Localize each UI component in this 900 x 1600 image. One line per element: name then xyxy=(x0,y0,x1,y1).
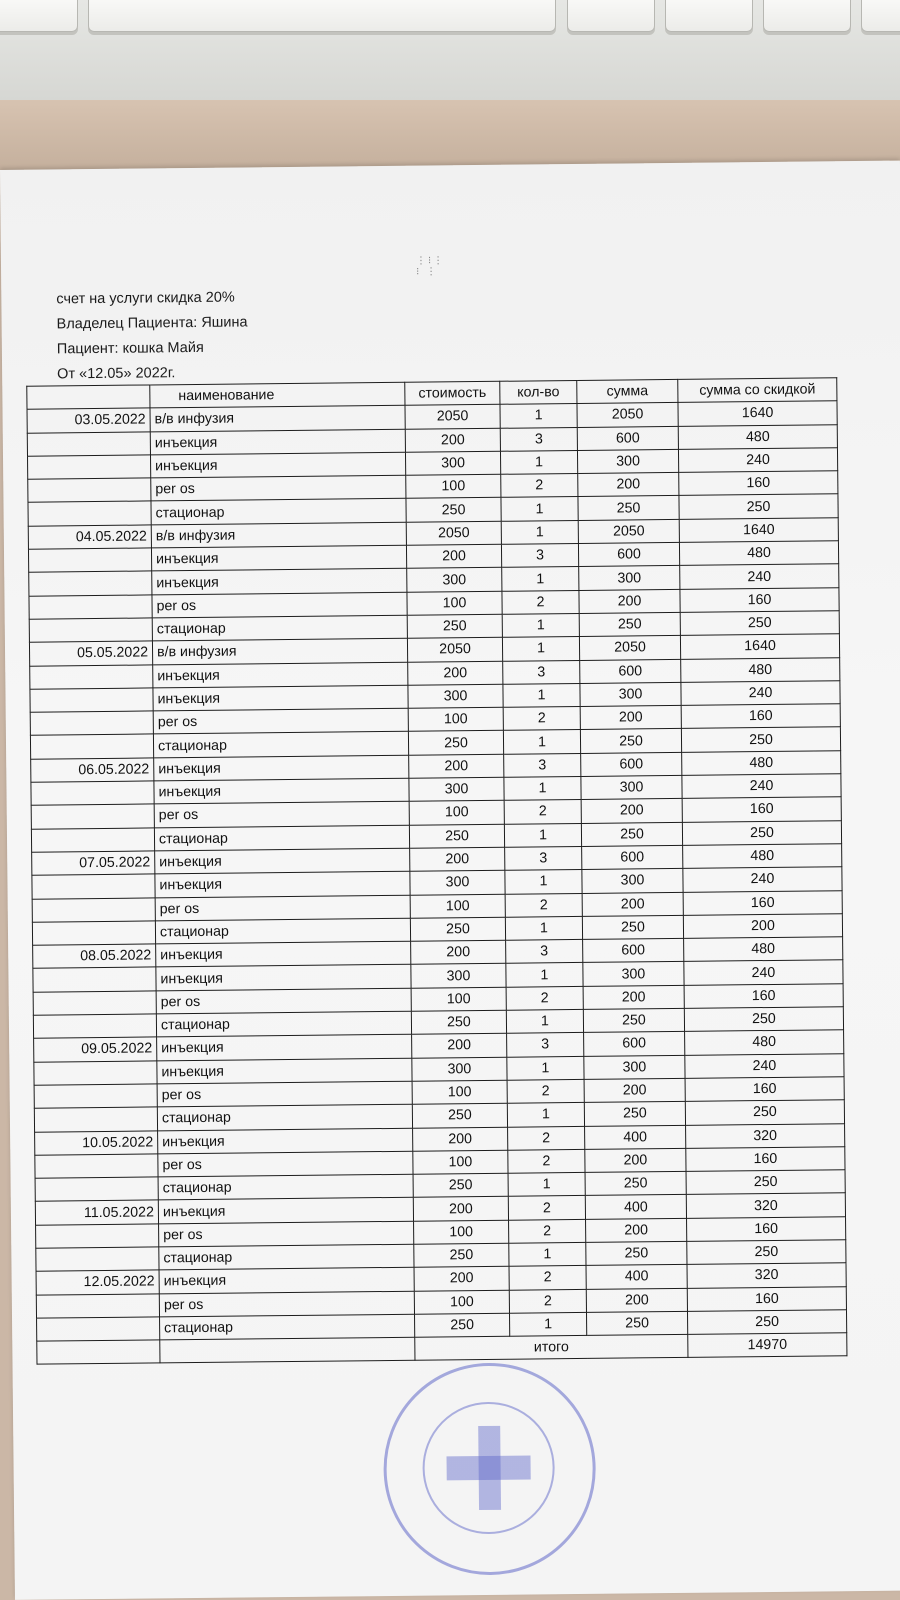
invoice-title: счет на услуги скидка 20% xyxy=(56,289,235,308)
row-sum: 400 xyxy=(586,1265,687,1289)
keyboard-key xyxy=(0,0,78,32)
row-qty: 2 xyxy=(505,893,582,917)
column-header-name: наименование xyxy=(150,382,405,408)
row-date xyxy=(33,1014,156,1039)
row-date xyxy=(27,455,150,480)
row-service-name: инъекция xyxy=(154,755,409,781)
row-sum: 300 xyxy=(581,775,682,799)
row-discount-sum: 160 xyxy=(680,587,839,612)
row-service-name: в/в инфузия xyxy=(151,522,406,548)
row-service-name: стационар xyxy=(155,918,410,944)
total-label: итого xyxy=(415,1335,688,1361)
row-discount-sum: 160 xyxy=(681,704,840,729)
keyboard-key xyxy=(567,0,655,32)
row-date: 10.05.2022 xyxy=(35,1130,158,1155)
row-price: 200 xyxy=(414,1267,509,1291)
row-price: 100 xyxy=(407,591,502,615)
row-discount-sum: 1640 xyxy=(680,634,839,659)
row-date xyxy=(30,734,153,759)
row-service-name: per os xyxy=(153,708,408,734)
row-sum: 400 xyxy=(585,1195,686,1219)
row-qty: 3 xyxy=(504,753,581,777)
column-header-qty: кол-во xyxy=(500,380,577,404)
row-price: 2050 xyxy=(407,638,502,662)
row-date xyxy=(29,595,152,620)
row-qty: 1 xyxy=(507,1056,584,1080)
keyboard-background xyxy=(0,0,900,103)
row-service-name: стационар xyxy=(159,1244,414,1270)
row-price: 2050 xyxy=(406,521,501,545)
row-sum: 250 xyxy=(586,1311,687,1335)
row-discount-sum: 160 xyxy=(685,1077,844,1102)
row-service-name: в/в инфузия xyxy=(152,639,407,665)
row-qty: 1 xyxy=(508,1173,585,1197)
row-service-name: стационар xyxy=(157,1104,412,1130)
row-date xyxy=(30,664,153,689)
row-sum: 200 xyxy=(584,1078,685,1102)
row-qty: 3 xyxy=(500,427,577,451)
row-date xyxy=(31,828,154,853)
row-sum: 200 xyxy=(580,706,681,730)
row-service-name: стационар xyxy=(154,825,409,851)
row-discount-sum: 480 xyxy=(683,844,842,869)
row-discount-sum: 240 xyxy=(684,960,843,985)
row-discount-sum: 320 xyxy=(686,1193,845,1218)
row-date: 08.05.2022 xyxy=(33,944,156,969)
row-sum: 250 xyxy=(586,1241,687,1265)
row-price: 300 xyxy=(410,870,505,894)
row-service-name: инъекция xyxy=(150,452,405,478)
row-discount-sum: 480 xyxy=(678,424,837,449)
row-price: 200 xyxy=(413,1127,508,1151)
row-date: 04.05.2022 xyxy=(28,525,151,550)
row-sum: 200 xyxy=(578,473,679,497)
column-header-price: стоимость xyxy=(405,381,500,405)
row-sum: 250 xyxy=(582,915,683,939)
row-price: 100 xyxy=(409,801,504,825)
row-date xyxy=(35,1177,158,1202)
row-sum: 200 xyxy=(586,1218,687,1242)
row-date xyxy=(32,921,155,946)
row-price: 200 xyxy=(411,940,506,964)
row-discount-sum: 1640 xyxy=(679,518,838,543)
row-service-name: инъекция xyxy=(156,965,411,991)
print-smudge: ⋮⁝⋮ ⁝ ⋮ xyxy=(415,255,446,278)
row-discount-sum: 250 xyxy=(684,1007,843,1032)
row-qty: 2 xyxy=(509,1266,586,1290)
row-service-name: per os xyxy=(152,592,407,618)
row-date xyxy=(32,874,155,899)
row-sum: 300 xyxy=(582,869,683,893)
row-date xyxy=(35,1154,158,1179)
row-date xyxy=(36,1224,159,1249)
row-date xyxy=(30,711,153,736)
row-sum: 250 xyxy=(578,496,679,520)
row-qty: 2 xyxy=(508,1196,585,1220)
row-sum: 300 xyxy=(577,449,678,473)
row-price: 200 xyxy=(406,544,501,568)
row-date: 07.05.2022 xyxy=(32,851,155,876)
row-sum: 600 xyxy=(582,845,683,869)
row-date xyxy=(30,688,153,713)
row-qty: 3 xyxy=(507,1033,584,1057)
row-qty: 2 xyxy=(501,474,578,498)
row-date xyxy=(31,804,154,829)
row-sum: 200 xyxy=(583,985,684,1009)
row-date xyxy=(28,548,151,573)
row-discount-sum: 250 xyxy=(685,1100,844,1125)
total-empty-cell xyxy=(37,1340,160,1365)
row-discount-sum: 480 xyxy=(681,657,840,682)
row-qty: 2 xyxy=(507,1079,584,1103)
column-header-sum: сумма xyxy=(577,379,678,403)
row-qty: 2 xyxy=(508,1149,585,1173)
row-service-name: инъекция xyxy=(153,662,408,688)
row-service-name: инъекция xyxy=(155,871,410,897)
row-date xyxy=(36,1247,159,1272)
row-discount-sum: 160 xyxy=(687,1216,846,1241)
row-service-name: per os xyxy=(151,475,406,501)
row-date: 05.05.2022 xyxy=(29,641,152,666)
row-discount-sum: 160 xyxy=(684,983,843,1008)
row-qty: 1 xyxy=(501,520,578,544)
row-sum: 250 xyxy=(584,1102,685,1126)
row-discount-sum: 250 xyxy=(680,611,839,636)
row-sum: 250 xyxy=(583,1008,684,1032)
row-service-name: инъекция xyxy=(152,569,407,595)
row-price: 100 xyxy=(411,987,506,1011)
row-discount-sum: 240 xyxy=(681,681,840,706)
row-sum: 250 xyxy=(579,612,680,636)
row-service-name: стационар xyxy=(158,1174,413,1200)
row-price: 100 xyxy=(410,894,505,918)
row-service-name: per os xyxy=(155,895,410,921)
row-price: 200 xyxy=(412,1034,507,1058)
keyboard-key xyxy=(861,0,900,32)
row-price: 300 xyxy=(412,1057,507,1081)
row-service-name: инъекция xyxy=(157,1058,412,1084)
invoice-date: От «12.05» 2022г. xyxy=(57,365,176,383)
row-qty: 1 xyxy=(503,683,580,707)
row-discount-sum: 240 xyxy=(680,564,839,589)
row-service-name: инъекция xyxy=(157,1035,412,1061)
row-discount-sum: 250 xyxy=(682,820,841,845)
total-empty-cell xyxy=(160,1337,415,1363)
row-service-name: per os xyxy=(154,802,409,828)
row-discount-sum: 1640 xyxy=(678,401,837,426)
row-discount-sum: 250 xyxy=(686,1170,845,1195)
row-sum: 200 xyxy=(586,1288,687,1312)
row-discount-sum: 250 xyxy=(687,1240,846,1265)
row-service-name: инъекция xyxy=(158,1128,413,1154)
row-qty: 1 xyxy=(504,776,581,800)
total-value: 14970 xyxy=(688,1333,847,1358)
row-price: 100 xyxy=(414,1220,509,1244)
row-discount-sum: 240 xyxy=(682,774,841,799)
row-sum: 250 xyxy=(581,822,682,846)
row-service-name: инъекция xyxy=(154,778,409,804)
row-discount-sum: 250 xyxy=(679,494,838,519)
row-date: 03.05.2022 xyxy=(27,408,150,433)
stamp-inner-ring xyxy=(422,1401,555,1534)
row-price: 250 xyxy=(411,1010,506,1034)
row-date xyxy=(33,967,156,992)
row-price: 100 xyxy=(408,707,503,731)
row-qty: 1 xyxy=(501,497,578,521)
row-qty: 1 xyxy=(502,613,579,637)
row-sum: 600 xyxy=(581,752,682,776)
row-qty: 1 xyxy=(505,870,582,894)
row-discount-sum: 160 xyxy=(683,890,842,915)
row-price: 250 xyxy=(414,1243,509,1267)
row-discount-sum: 480 xyxy=(684,937,843,962)
row-qty: 2 xyxy=(504,800,581,824)
keyboard-spacebar xyxy=(88,0,556,32)
row-qty: 1 xyxy=(509,1312,586,1336)
row-sum: 250 xyxy=(585,1171,686,1195)
row-price: 100 xyxy=(406,474,501,498)
row-sum: 600 xyxy=(578,542,679,566)
row-date: 11.05.2022 xyxy=(35,1200,158,1225)
row-price: 250 xyxy=(415,1313,510,1337)
row-price: 250 xyxy=(413,1173,508,1197)
row-price: 250 xyxy=(410,917,505,941)
row-sum: 250 xyxy=(580,729,681,753)
row-date: 09.05.2022 xyxy=(34,1037,157,1062)
row-qty: 1 xyxy=(506,1009,583,1033)
row-sum: 600 xyxy=(580,659,681,683)
row-sum: 2050 xyxy=(578,519,679,543)
row-date xyxy=(34,1107,157,1132)
row-service-name: per os xyxy=(159,1291,414,1317)
row-date xyxy=(34,1061,157,1086)
row-sum: 300 xyxy=(583,962,684,986)
row-discount-sum: 240 xyxy=(685,1053,844,1078)
row-qty: 3 xyxy=(505,846,582,870)
column-header-date xyxy=(27,385,150,410)
row-qty: 2 xyxy=(503,707,580,731)
row-sum: 400 xyxy=(585,1125,686,1149)
row-qty: 3 xyxy=(506,940,583,964)
row-date: 12.05.2022 xyxy=(36,1270,159,1295)
row-price: 100 xyxy=(413,1150,508,1174)
row-sum: 600 xyxy=(583,939,684,963)
row-date xyxy=(34,1084,157,1109)
row-date xyxy=(33,991,156,1016)
patient-line: Пациент: кошка Майя xyxy=(56,339,204,358)
row-qty: 1 xyxy=(502,637,579,661)
row-price: 300 xyxy=(405,451,500,475)
row-service-name: инъекция xyxy=(153,685,408,711)
row-date xyxy=(28,501,151,526)
row-price: 200 xyxy=(408,661,503,685)
row-service-name: per os xyxy=(158,1151,413,1177)
row-service-name: в/в инфузия xyxy=(150,406,405,432)
row-price: 300 xyxy=(409,777,504,801)
row-service-name: стационар xyxy=(152,615,407,641)
row-qty: 2 xyxy=(508,1126,585,1150)
row-service-name: стационар xyxy=(156,1011,411,1037)
row-discount-sum: 480 xyxy=(682,750,841,775)
invoice-sheet xyxy=(0,161,900,1600)
row-date xyxy=(29,571,152,596)
row-service-name: инъекция xyxy=(155,848,410,874)
row-sum: 200 xyxy=(585,1148,686,1172)
row-qty: 1 xyxy=(502,567,579,591)
row-service-name: стационар xyxy=(153,732,408,758)
row-service-name: инъекция xyxy=(151,545,406,571)
row-qty: 2 xyxy=(502,590,579,614)
row-date: 06.05.2022 xyxy=(31,758,154,783)
row-sum: 600 xyxy=(577,426,678,450)
row-discount-sum: 240 xyxy=(683,867,842,892)
row-service-name: инъекция xyxy=(150,429,405,455)
row-sum: 300 xyxy=(584,1055,685,1079)
services-table xyxy=(26,377,847,1365)
row-date xyxy=(37,1317,160,1342)
row-price: 100 xyxy=(414,1290,509,1314)
row-discount-sum: 250 xyxy=(687,1310,846,1335)
row-discount-sum: 160 xyxy=(687,1286,846,1311)
row-price: 200 xyxy=(413,1197,508,1221)
row-sum: 200 xyxy=(582,892,683,916)
row-price: 250 xyxy=(409,824,504,848)
row-price: 250 xyxy=(408,731,503,755)
row-discount-sum: 160 xyxy=(682,797,841,822)
keyboard-key xyxy=(665,0,753,32)
row-discount-sum: 250 xyxy=(681,727,840,752)
row-date xyxy=(31,781,154,806)
row-discount-sum: 160 xyxy=(679,471,838,496)
row-qty: 1 xyxy=(500,450,577,474)
row-service-name: per os xyxy=(159,1221,414,1247)
row-date xyxy=(32,897,155,922)
row-service-name: per os xyxy=(156,988,411,1014)
row-price: 300 xyxy=(407,568,502,592)
row-qty: 3 xyxy=(501,544,578,568)
row-price: 300 xyxy=(408,684,503,708)
row-sum: 200 xyxy=(581,799,682,823)
row-price: 200 xyxy=(405,428,500,452)
row-sum: 300 xyxy=(580,682,681,706)
row-date xyxy=(27,432,150,457)
row-service-name: инъекция xyxy=(156,941,411,967)
clinic-stamp xyxy=(383,1362,597,1576)
row-price: 200 xyxy=(410,847,505,871)
row-price: 100 xyxy=(412,1080,507,1104)
row-discount-sum: 480 xyxy=(685,1030,844,1055)
row-qty: 1 xyxy=(505,916,582,940)
row-sum: 200 xyxy=(579,589,680,613)
row-sum: 300 xyxy=(579,566,680,590)
row-qty: 3 xyxy=(503,660,580,684)
row-service-name: инъекция xyxy=(159,1268,414,1294)
row-qty: 1 xyxy=(503,730,580,754)
row-service-name: стационар xyxy=(151,499,406,525)
row-service-name: стационар xyxy=(160,1314,415,1340)
row-discount-sum: 200 xyxy=(683,914,842,939)
row-discount-sum: 240 xyxy=(678,448,837,473)
row-date xyxy=(36,1293,159,1318)
row-discount-sum: 480 xyxy=(679,541,838,566)
row-qty: 1 xyxy=(500,404,577,428)
row-sum: 2050 xyxy=(579,636,680,660)
row-discount-sum: 160 xyxy=(686,1147,845,1172)
row-service-name: per os xyxy=(157,1081,412,1107)
row-qty: 2 xyxy=(509,1219,586,1243)
row-qty: 2 xyxy=(506,986,583,1010)
row-sum: 600 xyxy=(584,1032,685,1056)
owner-line: Владелец Пациента: Яшина xyxy=(56,314,248,333)
row-price: 250 xyxy=(406,498,501,522)
row-discount-sum: 320 xyxy=(687,1263,846,1288)
row-qty: 1 xyxy=(507,1103,584,1127)
row-discount-sum: 320 xyxy=(686,1123,845,1148)
row-price: 250 xyxy=(407,614,502,638)
row-date xyxy=(29,618,152,643)
row-price: 300 xyxy=(411,964,506,988)
row-qty: 1 xyxy=(504,823,581,847)
row-qty: 1 xyxy=(506,963,583,987)
row-service-name: инъекция xyxy=(158,1198,413,1224)
row-price: 2050 xyxy=(405,405,500,429)
row-price: 250 xyxy=(412,1103,507,1127)
row-price: 200 xyxy=(409,754,504,778)
row-qty: 1 xyxy=(509,1242,586,1266)
row-sum: 2050 xyxy=(577,403,678,427)
row-qty: 2 xyxy=(509,1289,586,1313)
column-header-discount-sum: сумма со скидкой xyxy=(678,378,837,403)
keyboard-key xyxy=(763,0,851,32)
row-date xyxy=(28,478,151,503)
